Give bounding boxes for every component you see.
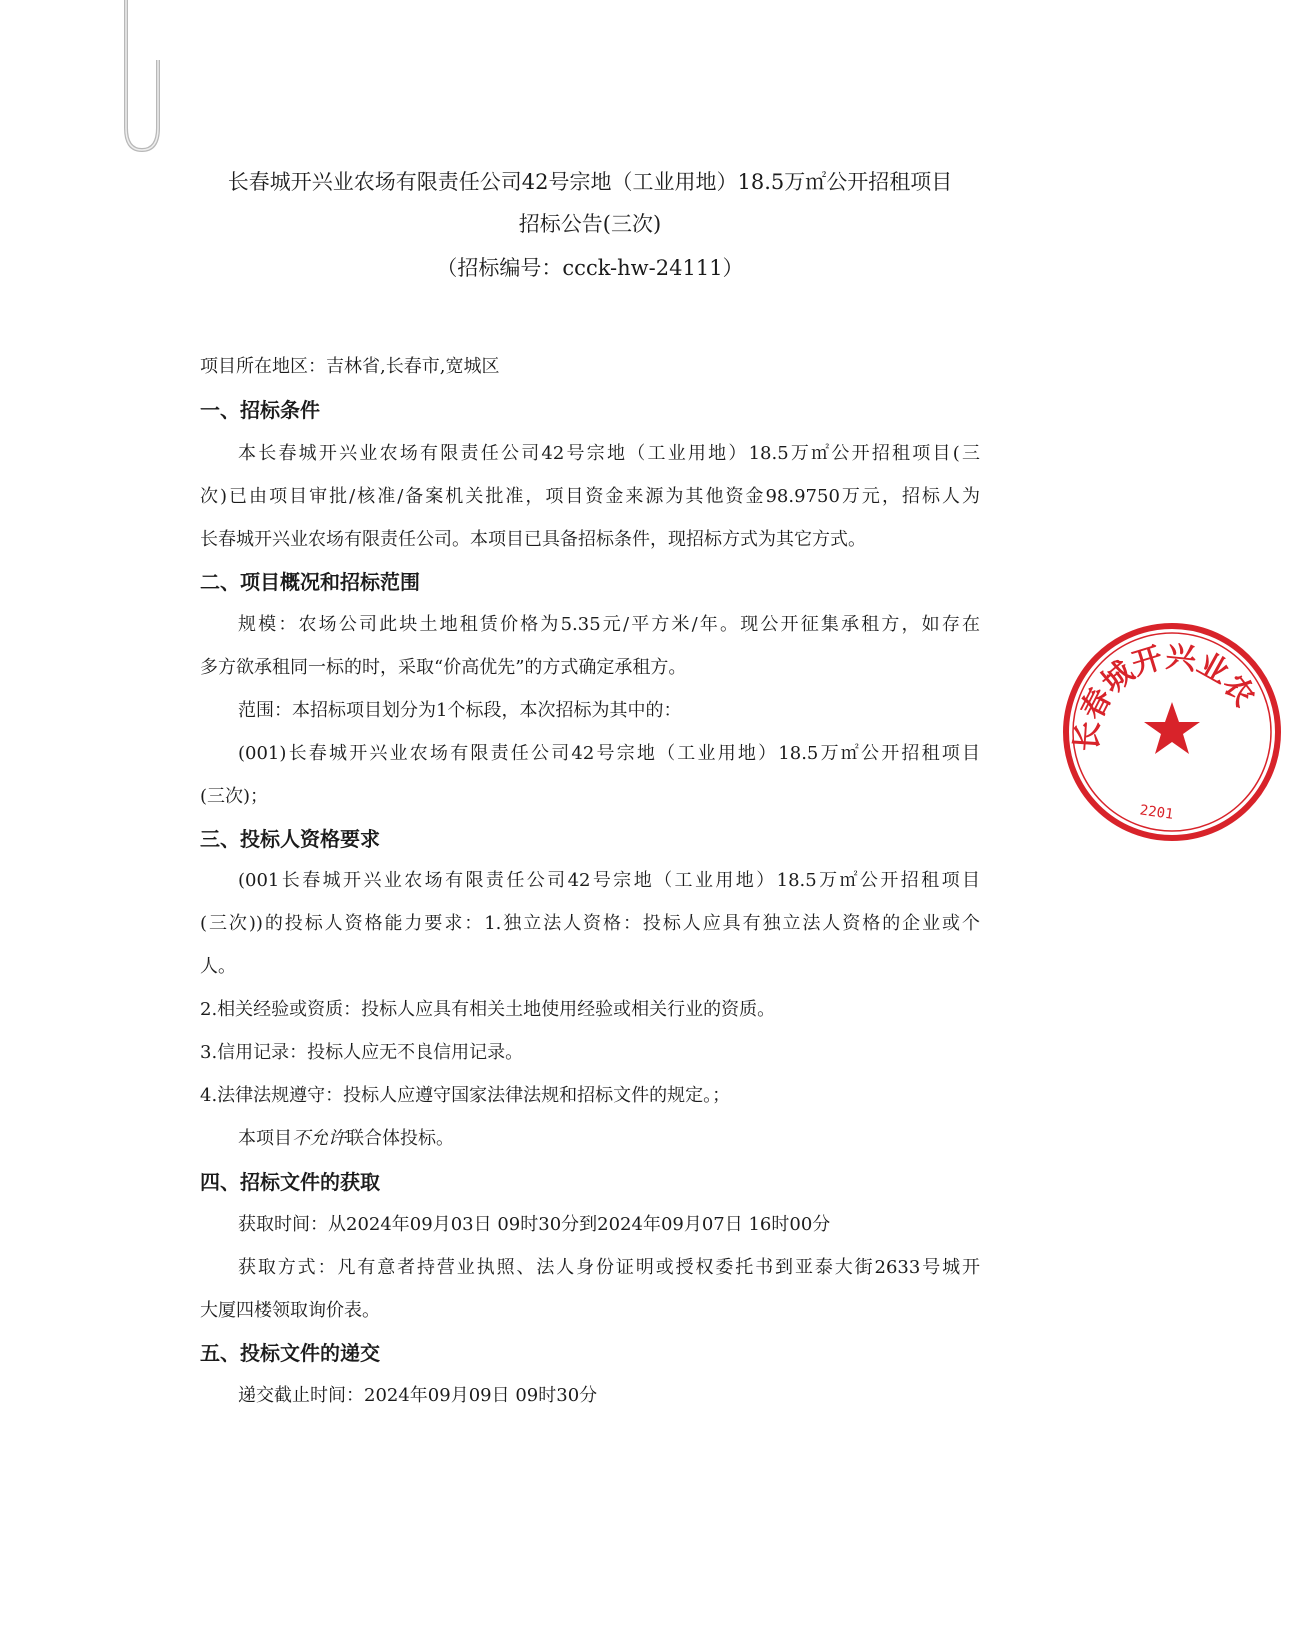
section-3-heading: 三、投标人资格要求 [200, 827, 380, 851]
joint-bid-suffix: 联合体投标。 [346, 1128, 454, 1149]
section-1-heading: 一、招标条件 [200, 398, 320, 422]
s3-paragraph-line: (001长春城开兴业农场有限责任公司42号宗地（工业用地）18.5万㎡公开招租项目 [238, 870, 980, 891]
seal-number: 2201 [1138, 802, 1175, 823]
s2-range: 范围：本招标项目划分为1个标段，本次招标为其中的： [238, 700, 682, 721]
s1-paragraph-line: 长春城开兴业农场有限责任公司。本项目已具备招标条件，现招标方式为其它方式。 [200, 529, 866, 550]
s1-paragraph-line: 本长春城开兴业农场有限责任公司42号宗地（工业用地）18.5万㎡公开招租项目(三 [238, 443, 980, 464]
joint-bid-prefix: 本项目 [238, 1128, 292, 1149]
seal-graphic [1052, 620, 1292, 845]
section-2-heading: 二、项目概况和招标范围 [200, 570, 420, 594]
s4-method-line: 大厦四楼领取询价表。 [200, 1300, 380, 1321]
doc-subtitle: 招标公告(三次) [518, 212, 662, 236]
doc-code: （招标编号：ccck-hw-24111） [436, 256, 744, 280]
doc-title: 长春城开兴业农场有限责任公司42号宗地（工业用地）18.5万㎡公开招租项目 [227, 170, 953, 194]
paperclip-icon [112, 0, 172, 160]
s2-item-line: (三次)； [200, 786, 269, 807]
s4-time: 获取时间：从2024年09月03日 09时30分到2024年09月07日 16时00分 [238, 1214, 831, 1235]
s5-deadline: 递交截止时间：2024年09月09日 09时30分 [238, 1385, 598, 1406]
s2-scale-line: 多方欲承租同一标的时，采取“价高优先”的方式确定承租方。 [200, 657, 687, 678]
s1-paragraph-line: 次)已由项目审批/核准/备案机关批准，项目资金来源为其他资金98.9750万元，招标人为 [200, 486, 980, 507]
s3-paragraph-line: 人。 [200, 956, 236, 977]
s3-requirement-2: 2.相关经验或资质：投标人应具有相关土地使用经验或相关行业的资质。 [200, 999, 776, 1020]
section-4-heading: 四、招标文件的获取 [200, 1170, 380, 1194]
s3-joint-bid [238, 1127, 454, 1151]
s2-scale-line: 规模：农场公司此块土地租赁价格为5.35元/平方米/年。现公开征集承租方，如存在 [238, 614, 980, 635]
s3-requirement-4: 4.法律法规遵守：投标人应遵守国家法律法规和招标文件的规定。； [200, 1085, 731, 1106]
seal-text: 长春城开兴业农 [1069, 639, 1262, 753]
s3-requirement-3: 3.信用记录：投标人应无不良信用记录。 [200, 1042, 524, 1063]
section-5-heading: 五、投标文件的递交 [200, 1341, 380, 1365]
seal-star-icon [1144, 702, 1200, 754]
s3-paragraph-line: (三次))的投标人资格能力要求：1.独立法人资格：投标人应具有独立法人资格的企业或个 [200, 913, 980, 934]
project-region: 项目所在地区：吉林省,长春市,宽城区 [200, 356, 500, 377]
s4-method-line: 获取方式：凡有意者持营业执照、法人身份证明或授权委托书到亚泰大街2633号城开 [238, 1257, 980, 1278]
joint-bid-emphasis: 不允许 [292, 1128, 346, 1149]
s2-item-line: (001)长春城开兴业农场有限责任公司42号宗地（工业用地）18.5万㎡公开招租项目 [238, 743, 980, 764]
company-seal [1052, 620, 1262, 845]
